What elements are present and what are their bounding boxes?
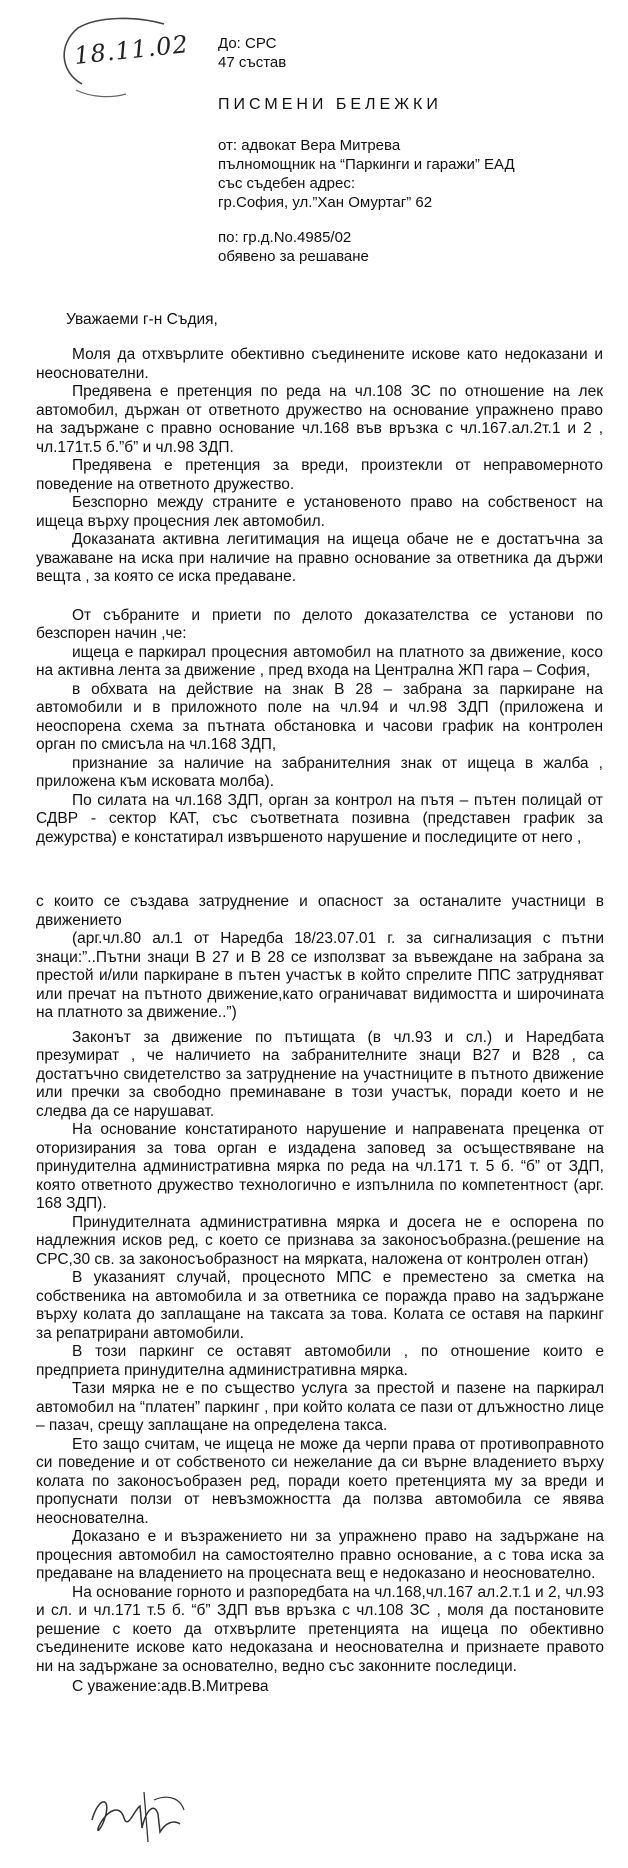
paragraph: Моля да отхвърлите обективно съединените искове като недоказани и неоснователни. [36,346,603,382]
paragraph: Доказано е и възражението ни за упражнено право на задържане на процесния автомобил на самостоятелно правно основание, а с това иска за предаване на владението на процесната вещ е недоказано и неоснователно. [36,1528,604,1582]
body-section-2 [36,893,604,1697]
handwritten-date-stamp [52,14,192,102]
addressee-block [218,34,608,72]
paragraph: (арг.чл.80 ал.1 от Наредба 18/23.07.01 г. за сигнализация с пътни знаци:”..Пътни знаци В 27 и В 28 се използват за въвеждане на забрана за престой и/или паркиране в пътен участък в който спрелите ППС затрудняват или пречат на пътното движение,като ограничават видимостта и широчината на платното за движение..”) [36,930,604,1021]
paragraph: На основание констатираното нарушение и направената преценка от оторизирания за това орган е издадена заповед за осъществяване на принудителна административна мярка по реда на чл.171 т. 5 б. “б” от ЗДП, която ответното дружество технологично е изпълнила по компетентност (арг. 168 ЗДП). [36,1121,604,1212]
case-number: по: гр.д.No.4985/02 [218,229,352,246]
case-status: обявено за решаване [218,248,369,265]
paragraph: ищеца е паркирал процесния автомобил на платното за движение, косо на активна лента за движение , пред входа на Централна ЖП гара – София, [36,643,603,679]
paragraph: Ето защо считам, че ищеца не може да черпи права от противоправното си поведение и от собственото си нежелание да си върне владението върху колата по законосъобразен ред, поради което претенцията му за вреди и пропуснати ползи от невъзможността да ползва автомобила се явява неоснователна. [36,1435,604,1527]
paragraph: Тази мярка не е по същество услуга за престой и пазене на паркирал автомобил на “платен” паркинг , при който колата се пази от длъжностно лице – пазач, срещу заплащане на определена такса. [36,1380,604,1434]
sender-name: от: адвокат Вера Митрева [218,137,401,154]
document-title: ПИСМЕНИ БЕЛЕЖКИ [218,96,442,113]
closing-line: С уважение:адв.В.Митрева [72,1678,269,1695]
paragraph: Предявена е претенция за вреди, произтекли от неправомерното поведение на ответното дружество. [36,457,603,493]
addressee-court: До: СРС [218,35,277,52]
stamp-date: 18.11.02 [72,30,191,70]
sender-address: гр.София, ул.”Хан Омуртаг” 62 [218,194,433,211]
paragraph: Безспорно между страните е установеното право на собственост на ищеца върху процесния лек автомобил. [36,494,603,530]
paragraph: На основание горното и разпоредбата на чл.168,чл.167 ал.2.т.1 и 2, чл.93 и сл. и чл.171 т.5 б. “б” ЗДП във връзка с чл.108 ЗС , моля да постановите решение с което да отхвърлите претенцията на ищеца по обективно съединените искове като недоказана и неоснователна и признаете правото ни на задържане за основателно, ведно със законните последици. [36,1583,604,1675]
paragraph: признание за наличие на забранителния знак от ищеца в жалба , приложена към исковата молба). [36,754,603,790]
greeting: Уважаеми г-н Съдия, [66,311,218,328]
paragraph: От събраните и приети по делото доказателства се установи по безспорен начин ,че: [36,606,603,642]
paragraph: Доказаната активна легитимация на ищеца обаче не е достатъчна за уважаване на иска при наличие на правно основание за ответника да държи вещта , за която се иска предаване. [36,531,603,585]
paragraph: В указаният случай, процесното МПС е преместено за сметка на собственика на автомобила и за ответника се поражда право на задържане върху колата до заплащане на таксата за това. Колата се оставя на паркинг за репатрирани автомобили. [36,1269,604,1342]
paragraph: В този паркинг се оставят автомобили , по отношение които е предприета принудителна административна мярка. [36,1343,604,1379]
paragraph: в обхвата на действие на знак В 28 – забрана за паркиране на автомобили и в приложното поле на чл.94 и чл.98 ЗДП (приложена и неоспорена схема за пътната обстановка и часови график на контролен орган по смисъла на чл.168 ЗДП, [36,680,603,753]
paragraph: По силата на чл.168 ЗДП, орган за контрол на пътя – пътен полицай от СДВР - сектор КАТ, със съответната позивна (представен график за дежурства) е констатирал извършеното нарушение и последиците от него , [36,791,603,846]
body-section-1 [36,346,603,847]
addressee-chamber: 47 състав [218,54,287,71]
paragraph: Принудителната административна мярка и досега не е оспорена по надлежния исков ред, с което се признава за законосъобразна.(решение на СРС,30 св. за законосъобразност на мярката, наложена от контролен отган) [36,1213,604,1268]
sender-role: пълномощник на “Паркинги и гаражи” ЕАД [218,156,515,173]
handwritten-signature [84,1780,194,1850]
sender-block [218,136,618,212]
paragraph: Предявена е претенция по реда на чл.108 ЗС по отношение на лек автомобил, държан от ответното дружество на основание упражнено право на задържане с правно основание чл.168 във връзка с чл.167.ал.2т.1 и 2 , чл.171т.5 б.”б” и чл.98 ЗДП. [36,383,603,456]
case-block [218,228,369,266]
paragraph: Законът за движение по пътищата (в чл.93 и сл.) и Наредбата презумират , че наличието на забранителните знаци В27 и В28 , са достатъчно свидетелство за затруднение на участниците в пътното движение или пречки за свободно преминаване в този участък, поради което и не следва да се нарушават. [36,1028,604,1120]
sender-address-label: със съдебен адрес: [218,175,356,192]
paragraph: с които се създава затруднение и опасност за останалите участници в движението [36,893,604,929]
